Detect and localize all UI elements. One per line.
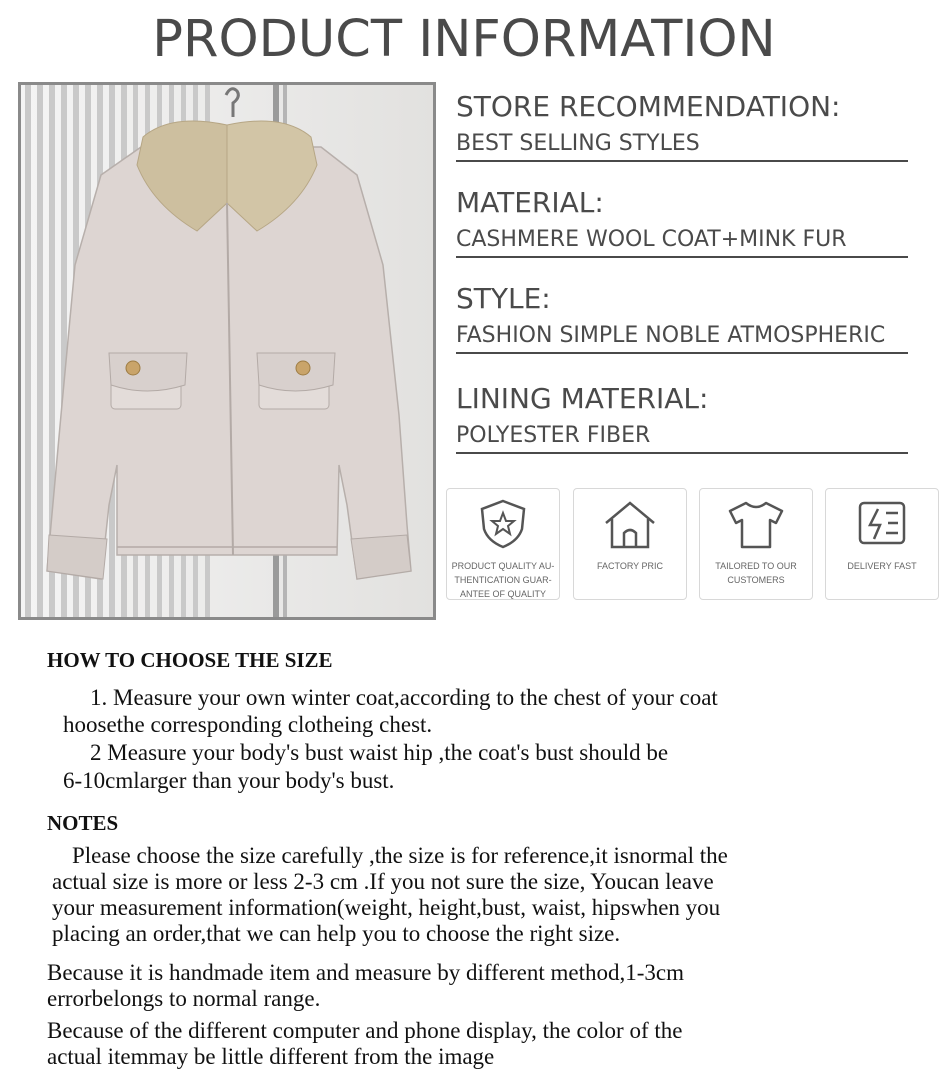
feature-factory-price bbox=[573, 488, 687, 600]
info-material bbox=[456, 186, 908, 258]
info-lining-material bbox=[456, 382, 908, 454]
feature-label: FACTORY PRIC bbox=[596, 561, 664, 571]
notes-para1-line4: placing an order,that we can help you to choose the right size. bbox=[52, 921, 621, 946]
feature-delivery bbox=[825, 488, 939, 600]
notes-para2-line2: errorbelongs to normal range. bbox=[47, 986, 321, 1011]
coat-image bbox=[21, 85, 433, 617]
feature-badges bbox=[446, 488, 946, 604]
info-value: BEST SELLING STYLES bbox=[456, 131, 908, 162]
notes-para1-line3: your measurement information(weight, height,bust, waist, hipswhen you bbox=[52, 895, 721, 920]
info-style bbox=[456, 282, 908, 354]
size-guide-heading: HOW TO CHOOSE THE SIZE bbox=[47, 648, 333, 672]
size-step1-line2: hoosethe corresponding clotheing chest. bbox=[63, 712, 433, 737]
notes-para1-line1: Please choose the size carefully ,the size is for reference,it isnormal the bbox=[72, 843, 728, 868]
size-step1-line1: 1. Measure your own winter coat,according to the chest of your coat bbox=[90, 685, 718, 710]
notes-heading: NOTES bbox=[47, 811, 119, 835]
info-store-recommendation bbox=[456, 90, 908, 162]
size-step2-line1: 2 Measure your body's bust waist hip ,the coat's bust should be bbox=[90, 740, 669, 765]
info-value: FASHION SIMPLE NOBLE ATMOSPHERIC bbox=[456, 323, 908, 354]
info-label: STYLE: bbox=[456, 282, 551, 315]
fast-delivery-icon bbox=[826, 497, 938, 555]
notes-para1-line2: actual size is more or less 2-3 cm .If you not sure the size, Youcan leave bbox=[52, 869, 714, 894]
feature-quality bbox=[446, 488, 560, 600]
info-value: CASHMERE WOOL COAT+MINK FUR bbox=[456, 227, 908, 258]
info-value: POLYESTER FIBER bbox=[456, 423, 908, 454]
notes-para2-line1: Because it is handmade item and measure by different method,1-3cm bbox=[47, 960, 684, 985]
feature-label: TAILORED TO OUR CUSTOMERS bbox=[715, 561, 797, 585]
feature-tailored bbox=[699, 488, 813, 600]
page-title: PRODUCT INFORMATION bbox=[152, 10, 776, 69]
feature-label: DELIVERY FAST bbox=[847, 561, 917, 571]
feature-label: PRODUCT QUALITY AU- THENTICATION GUAR- ANTEE OF QUALITY bbox=[451, 561, 555, 599]
info-label: LINING MATERIAL: bbox=[456, 382, 709, 415]
house-icon bbox=[574, 497, 686, 555]
shield-star-icon bbox=[447, 497, 559, 555]
product-photo bbox=[18, 82, 436, 620]
tshirt-icon bbox=[700, 497, 812, 555]
info-label: STORE RECOMMENDATION: bbox=[456, 90, 841, 123]
notes-para3-line1: Because of the different computer and phone display, the color of the bbox=[47, 1018, 683, 1043]
notes-para3-line2: actual itemmay be little different from the image bbox=[47, 1044, 495, 1069]
size-step2-line2: 6-10cmlarger than your body's bust. bbox=[63, 768, 395, 793]
info-label: MATERIAL: bbox=[456, 186, 604, 219]
